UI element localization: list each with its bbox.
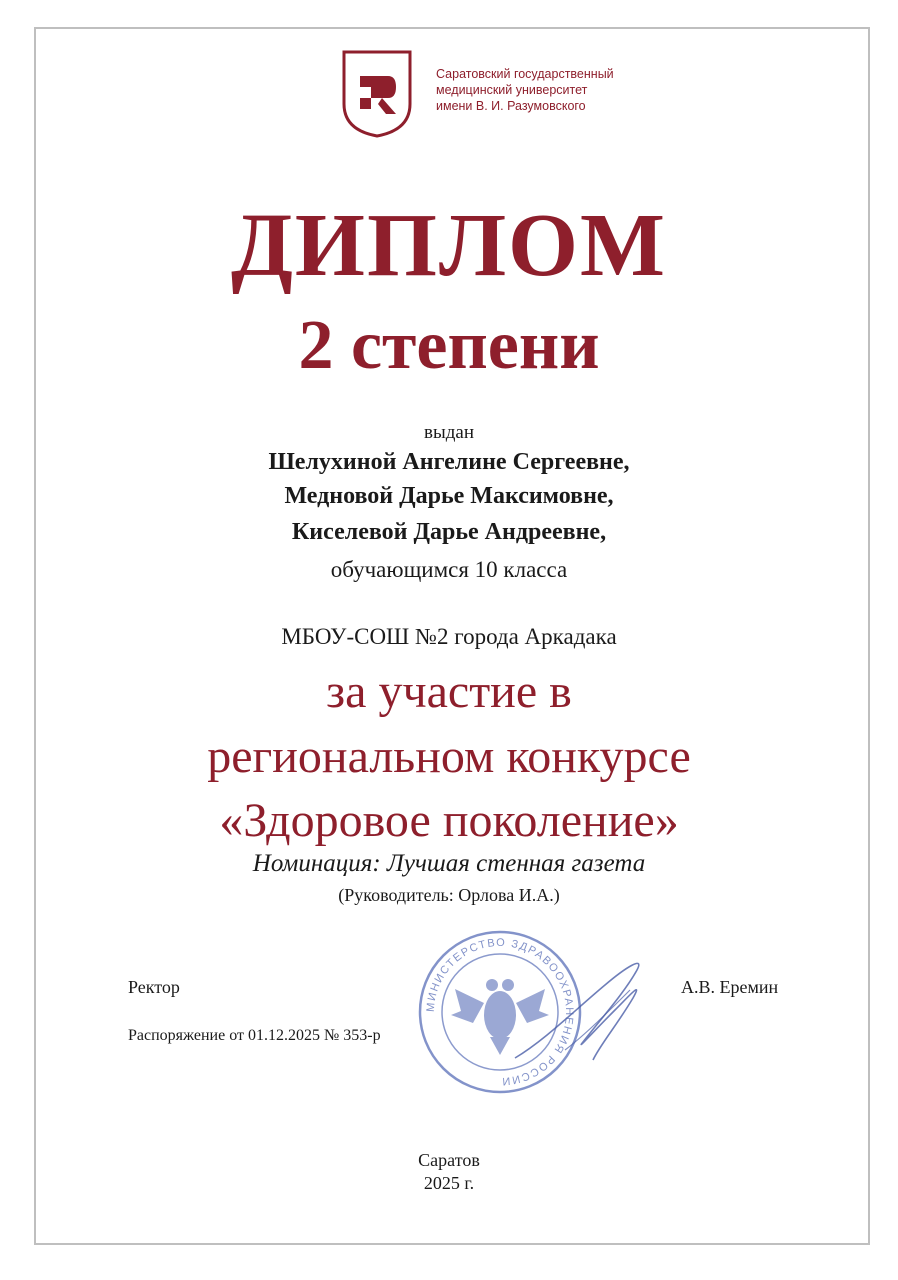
order-reference: Распоряжение от 01.12.2025 № 353-р [128,1027,381,1044]
reason-line: «Здоровое поколение» [219,794,679,847]
city-name: Саратов [418,1150,480,1170]
supervisor-text: (Руководитель: Орлова И.А.) [338,885,560,905]
grade-text: обучающимся 10 класса [330,557,568,582]
school-name: МБОУ-СОШ №2 города Аркадака [281,624,617,649]
svg-text:МИНИСТЕРСТВО ЗДРАВООХРАНЕНИЯ Р: МИНИСТЕРСТВО ЗДРАВООХРАНЕНИЯ РОССИИ [424,936,576,1088]
rector-name: А.В. Еремин [681,977,779,997]
reason-line: региональном конкурсе [207,730,691,783]
rector-label: Ректор [128,977,180,997]
recipient-name: Киселевой Дарье Андреевне, [291,519,607,545]
diploma-degree: 2 степени [298,307,600,384]
diploma-title: ДИПЛОМ [231,196,667,295]
rector-signature [505,950,655,1070]
university-logo [340,48,414,140]
issued-label: выдан [423,422,474,443]
recipient-name: Шелухиной Ангелине Сергеевне, [268,449,630,475]
reason-line: за участие в [326,665,572,718]
issue-year: 2025 г. [423,1173,475,1193]
university-name: Саратовский государственный медицинский университет имени В. И. Разумовского [436,67,614,113]
recipient-name: Медновой Дарье Максимовне, [284,483,614,509]
nomination-text: Номинация: Лучшая стенная газета [252,850,646,877]
